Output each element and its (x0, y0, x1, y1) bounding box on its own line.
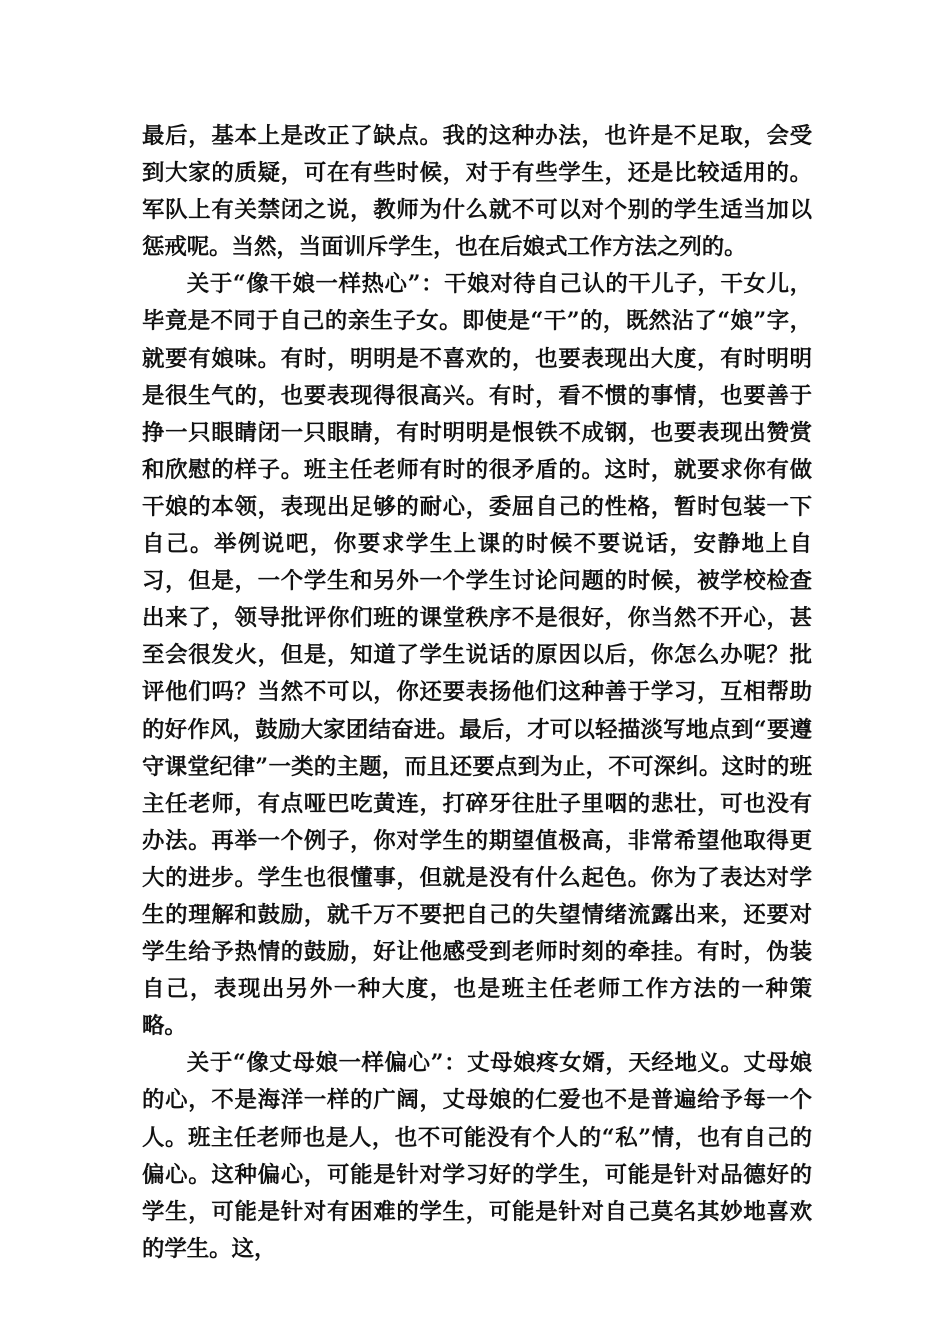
body-text (142, 118, 812, 1268)
paragraph-mother-in-law: 关于“像丈母娘一样偏心”：丈母娘疼女婿，天经地义。丈母娘的心，不是海洋一样的广阔，丈母娘的仁爱也不是普遍给予每一个人。班主任老师也是人，也不可能没有个人的“私”情，也有自己的偏心。这种偏心，可能是针对学习好的学生，可能是针对品德好的学生，可能是针对有困难的学生，可能是针对自己莫名其妙地喜欢的学生。这， (142, 1050, 812, 1262)
paragraph-continuation: 最后，基本上是改正了缺点。我的这种办法，也许是不足取，会受到大家的质疑，可在有些时候，对于有些学生，还是比较适用的。军队上有关禁闭之说，教师为什么就不可以对个别的学生适当加以惩戒呢。当然，当面训斥学生，也在后娘式工作方法之列的。 (142, 123, 812, 261)
paragraph-godmother: 关于“像干娘一样热心”：干娘对待自己认的干儿子，干女儿，毕竟是不同于自己的亲生子女。即使是“干”的，既然沾了“娘”字，就要有娘味。有时，明明是不喜欢的，也要表现出大度，有时明明是很生气的，也要表现得很高兴。有时，看不惯的事情，也要善于挣一只眼睛闭一只眼睛，有时明明是恨铁不成钢，也要表现出赞赏和欣慰的样子。班主任老师有时的很矛盾的。这时，就要求你有做干娘的本领，表现出足够的耐心，委屈自己的性格，暂时包装一下自己。举例说吧，你要求学生上课的时候不要说话，安静地上自习，但是，一个学生和另外一个学生讨论问题的时候，被学校检查出来了，领导批评你们班的课堂秩序不是很好，你当然不开心，甚至会很发火，但是，知道了学生说话的原因以后，你怎么办呢？批评他们吗？当然不可以，你还要表扬他们这种善于学习，互相帮助的好作风，鼓励大家团结奋进。最后，才可以轻描淡写地点到“要遵守课堂纪律”一类的主题，而且还要点到为止，不可深纠。这时的班主任老师，有点哑巴吃黄连，打碎牙往肚子里咽的悲壮，可也没有办法。再举一个例子，你对学生的期望值极高，非常希望他取得更大的进步。学生也很懂事，但就是没有什么起色。你为了表达对学生的理解和鼓励，就千万不要把自己的失望情绪流露出来，还要对学生给予热情的鼓励，好让他感受到老师时刻的牵挂。有时，伪装自己，表现出另外一种大度，也是班主任老师工作方法的一种策略。 (142, 271, 812, 1040)
